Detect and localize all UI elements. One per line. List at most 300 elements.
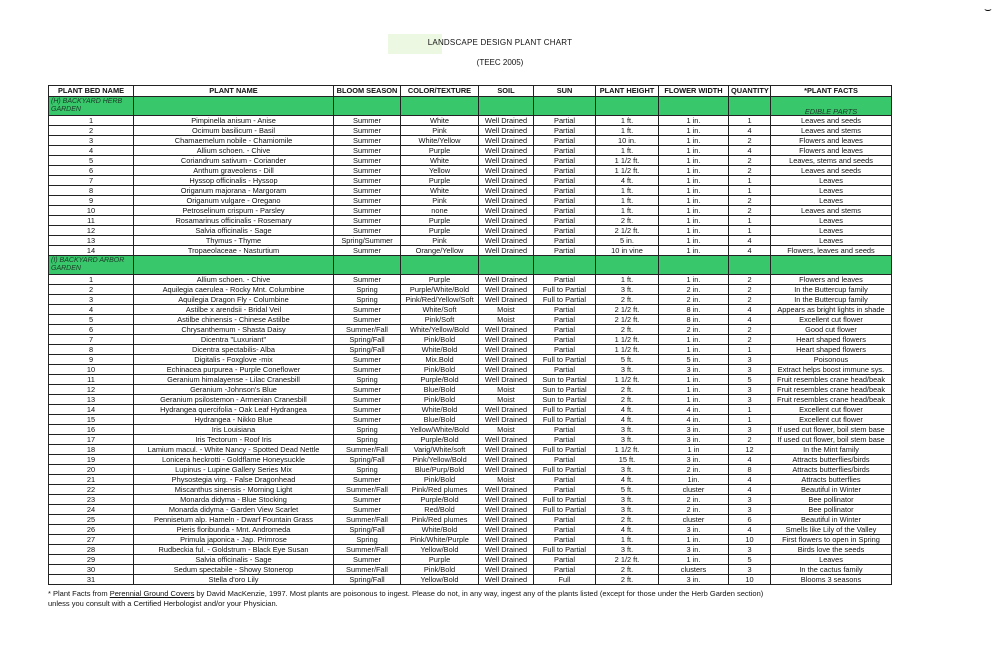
section-blank-cell <box>479 97 534 116</box>
section-blank-cell <box>534 256 596 275</box>
table-cell: If used cut flower, boil stem base <box>771 435 892 445</box>
table-cell: Mix.Bold <box>401 355 479 365</box>
table-cell: Flowers and leaves <box>771 136 892 146</box>
table-cell: Hyssop officinalis - Hyssop <box>134 176 334 186</box>
table-cell: Well Drained <box>479 495 534 505</box>
table-cell: Well Drained <box>479 455 534 465</box>
plant-chart-table <box>48 85 892 585</box>
table-cell: Summer/Fall <box>334 445 401 455</box>
table-cell: 3 <box>729 425 771 435</box>
table-cell: In the Mint family <box>771 445 892 455</box>
table-cell: 2 ft. <box>596 575 659 585</box>
table-cell: 10 <box>49 206 134 216</box>
table-cell: Extract helps boost immune sys. <box>771 365 892 375</box>
table-cell: 11 <box>49 216 134 226</box>
table-cell: 4 ft. <box>596 405 659 415</box>
section-blank-cell <box>659 256 729 275</box>
table-cell: 31 <box>49 575 134 585</box>
table-cell: Yellow/White/Bold <box>401 425 479 435</box>
table-cell: 2 1/2 ft. <box>596 305 659 315</box>
table-cell: 2 <box>729 156 771 166</box>
table-row <box>49 475 892 485</box>
table-cell: Summer <box>334 395 401 405</box>
table-cell: 4 <box>729 246 771 256</box>
table-row <box>49 485 892 495</box>
table-cell: 16 <box>49 425 134 435</box>
table-cell: Well Drained <box>479 365 534 375</box>
table-row <box>49 166 892 176</box>
table-cell: 1 <box>729 226 771 236</box>
table-cell: 8 in. <box>659 305 729 315</box>
table-cell: Partial <box>534 455 596 465</box>
table-cell: Spring <box>334 295 401 305</box>
table-cell: 1 in. <box>659 236 729 246</box>
table-cell: Pink/Red/Yellow/Soft <box>401 295 479 305</box>
table-cell: 1 in. <box>659 176 729 186</box>
table-cell: 7 <box>49 335 134 345</box>
table-cell: 15 <box>49 415 134 425</box>
table-cell: Well Drained <box>479 196 534 206</box>
table-cell: White/Yellow/Bold <box>401 325 479 335</box>
column-header: SUN <box>534 86 596 97</box>
table-cell: 3 ft. <box>596 365 659 375</box>
table-cell: 2 in. <box>659 295 729 305</box>
table-cell: Well Drained <box>479 216 534 226</box>
table-cell: 1 in. <box>659 246 729 256</box>
table-cell: 1 ft. <box>596 126 659 136</box>
table-cell: Full to Partial <box>534 285 596 295</box>
table-cell: 1 in. <box>659 166 729 176</box>
table-cell: 1 in. <box>659 206 729 216</box>
table-cell: Blue/Purp/Bold <box>401 465 479 475</box>
table-cell: 4 <box>729 315 771 325</box>
table-cell: cluster <box>659 485 729 495</box>
column-header: SOIL <box>479 86 534 97</box>
table-cell: Pennisetum alp. Hameln - Dwarf Fountain Grass <box>134 515 334 525</box>
table-cell: Well Drained <box>479 525 534 535</box>
table-cell: 19 <box>49 455 134 465</box>
table-cell: 15 ft. <box>596 455 659 465</box>
table-cell: 3 <box>729 495 771 505</box>
column-header: PLANT HEIGHT <box>596 86 659 97</box>
table-cell: 4 ft. <box>596 525 659 535</box>
section-facts-header: EDIBLE PARTS <box>771 97 892 116</box>
table-cell: none <box>401 206 479 216</box>
table-cell: Pink/Red plumes <box>401 485 479 495</box>
table-cell: White <box>401 186 479 196</box>
table-cell: 1 ft. <box>596 146 659 156</box>
section-blank-cell <box>401 256 479 275</box>
table-cell: Well Drained <box>479 555 534 565</box>
table-cell: White/Bold <box>401 525 479 535</box>
table-cell: 1 1/2 ft. <box>596 375 659 385</box>
table-cell: Partial <box>534 335 596 345</box>
table-cell: 5 <box>49 315 134 325</box>
table-cell: 6 <box>49 325 134 335</box>
table-row <box>49 515 892 525</box>
table-cell: Geranium himalayense - Lilac Cranesbill <box>134 375 334 385</box>
table-cell: 2 <box>729 166 771 176</box>
table-row <box>49 196 892 206</box>
table-cell: Partial <box>534 485 596 495</box>
table-row <box>49 136 892 146</box>
table-cell: Full to Partial <box>534 405 596 415</box>
table-cell: Well Drained <box>479 465 534 475</box>
table-cell: Moist <box>479 305 534 315</box>
table-cell: Summer <box>334 275 401 285</box>
table-cell: 3 in. <box>659 455 729 465</box>
table-cell: Aquilegia Dragon Fly - Columbine <box>134 295 334 305</box>
section-blank-cell <box>596 256 659 275</box>
footnote-book-title: Perennial Ground Covers <box>109 589 195 598</box>
table-cell: Pink/Soft <box>401 315 479 325</box>
table-cell: Pink <box>401 236 479 246</box>
table-cell: Well Drained <box>479 405 534 415</box>
table-row <box>49 495 892 505</box>
table-cell: Pink/Bold <box>401 475 479 485</box>
table-cell: Hydrangea - Nikko Blue <box>134 415 334 425</box>
table-cell: Leaves <box>771 226 892 236</box>
table-cell: 1 in. <box>659 146 729 156</box>
table-cell: Sun to Partial <box>534 375 596 385</box>
table-cell: 2 <box>49 285 134 295</box>
table-cell: 8 <box>49 186 134 196</box>
table-cell: Partial <box>534 186 596 196</box>
table-cell: Attracts butterflies <box>771 475 892 485</box>
table-cell: 6 <box>729 515 771 525</box>
table-cell: Moist <box>479 395 534 405</box>
table-cell: Salvia officinalis - Sage <box>134 555 334 565</box>
table-cell: Summer/Fall <box>334 545 401 555</box>
table-cell: Pieris floribunda - Mnt. Andromeda <box>134 525 334 535</box>
table-cell: 3 <box>49 295 134 305</box>
table-cell: 3 in. <box>659 575 729 585</box>
table-cell: Partial <box>534 275 596 285</box>
table-cell: Yellow/Bold <box>401 575 479 585</box>
table-cell: 2 ft. <box>596 325 659 335</box>
table-cell: Purple <box>401 216 479 226</box>
section-blank-cell <box>659 97 729 116</box>
table-row <box>49 275 892 285</box>
table-cell: 1 1/2 ft. <box>596 166 659 176</box>
table-row <box>49 415 892 425</box>
table-cell: Summer <box>334 136 401 146</box>
table-cell: 24 <box>49 505 134 515</box>
table-cell: Leaves and seeds <box>771 116 892 126</box>
table-cell: Partial <box>534 216 596 226</box>
table-cell: 2 <box>729 435 771 445</box>
column-header: BLOOM SEASON <box>334 86 401 97</box>
table-cell: 1 in. <box>659 275 729 285</box>
table-cell: Partial <box>534 535 596 545</box>
section-blank-cell <box>479 256 534 275</box>
section-blank-cell <box>134 97 334 116</box>
table-cell: Spring <box>334 285 401 295</box>
table-cell: 3 in. <box>659 435 729 445</box>
table-cell: 22 <box>49 485 134 495</box>
table-row <box>49 146 892 156</box>
table-row <box>49 285 892 295</box>
table-cell: Chamaemelum nobile - Chamiomile <box>134 136 334 146</box>
table-cell: 1 ft. <box>596 535 659 545</box>
table-cell: 3 <box>729 505 771 515</box>
table-cell: Astilbe chinensis - Chinese Astilbe <box>134 315 334 325</box>
table-cell: Summer <box>334 126 401 136</box>
table-cell: Well Drained <box>479 375 534 385</box>
table-cell: cluster <box>659 515 729 525</box>
table-cell: Monarda didyma - Blue Stocking <box>134 495 334 505</box>
table-cell: 11 <box>49 375 134 385</box>
table-cell: Dicentra spectabilis- Alba <box>134 345 334 355</box>
table-cell: 8 in. <box>659 315 729 325</box>
table-cell: Pink/Bold <box>401 335 479 345</box>
table-cell: Partial <box>534 236 596 246</box>
table-cell: 12 <box>49 385 134 395</box>
table-row <box>49 505 892 515</box>
table-cell: Sun to Partial <box>534 395 596 405</box>
table-cell: Fruit resembles crane head/beak <box>771 385 892 395</box>
table-cell: Summer <box>334 305 401 315</box>
table-cell: Digitalis - Foxglove -mix <box>134 355 334 365</box>
table-cell: 1 1/2 ft. <box>596 156 659 166</box>
table-row <box>49 305 892 315</box>
table-cell: Full to Partial <box>534 495 596 505</box>
section-blank-cell <box>134 256 334 275</box>
table-cell: Summer <box>334 385 401 395</box>
column-header: COLOR/TEXTURE <box>401 86 479 97</box>
table-cell: Fruit resembles crane head/beak <box>771 375 892 385</box>
table-cell: Partial <box>534 146 596 156</box>
table-cell: 1 in. <box>659 385 729 395</box>
table-cell: Full to Partial <box>534 415 596 425</box>
table-cell: In the Buttercup family <box>771 295 892 305</box>
section-header-row <box>49 97 892 116</box>
table-cell: 10 <box>49 365 134 375</box>
table-cell: Well Drained <box>479 166 534 176</box>
table-cell: Purple <box>401 226 479 236</box>
table-cell: 1 in. <box>659 126 729 136</box>
document-subtitle: (TEEC 2005) <box>476 58 524 67</box>
table-cell: 2 in. <box>659 495 729 505</box>
table-cell: Well Drained <box>479 126 534 136</box>
table-cell: 4 ft. <box>596 176 659 186</box>
table-cell: 27 <box>49 535 134 545</box>
table-cell: 5 <box>729 555 771 565</box>
table-cell: Rudbeckia ful. - Goldstrum - Black Eye Susan <box>134 545 334 555</box>
column-header: *PLANT FACTS <box>771 86 892 97</box>
table-row <box>49 445 892 455</box>
table-row <box>49 425 892 435</box>
table-cell: Beautiful in Winter <box>771 515 892 525</box>
table-row <box>49 315 892 325</box>
table-row <box>49 345 892 355</box>
table-cell: Pink/Bold <box>401 565 479 575</box>
table-cell: Purple/Bold <box>401 495 479 505</box>
table-cell: Summer <box>334 116 401 126</box>
table-cell: Partial <box>534 156 596 166</box>
table-cell: Miscanthus sinensis - Morning Light <box>134 485 334 495</box>
table-cell: Red/Bold <box>401 505 479 515</box>
table-cell: 1 in. <box>659 395 729 405</box>
table-cell: 2 <box>729 136 771 146</box>
table-cell: Leaves <box>771 196 892 206</box>
table-cell: 3 <box>729 565 771 575</box>
table-cell: 3 ft. <box>596 425 659 435</box>
table-cell: Primula japonica - Jap. Primrose <box>134 535 334 545</box>
table-cell: 2 <box>729 196 771 206</box>
table-cell: 4 <box>729 475 771 485</box>
table-cell: 3 <box>49 136 134 146</box>
table-cell: 6 <box>49 166 134 176</box>
table-cell: Partial <box>534 126 596 136</box>
table-cell: Partial <box>534 515 596 525</box>
table-cell: 3 <box>729 365 771 375</box>
table-cell: 4 in. <box>659 405 729 415</box>
table-cell: Well Drained <box>479 295 534 305</box>
table-cell: Lonicera heckrotti - Goldflame Honeysuckle <box>134 455 334 465</box>
table-cell: Well Drained <box>479 156 534 166</box>
table-cell: 5 in. <box>596 236 659 246</box>
table-cell: Orange/Yellow <box>401 246 479 256</box>
table-cell: Pink/White/Purple <box>401 535 479 545</box>
table-cell: Bee pollinator <box>771 495 892 505</box>
table-cell: Stella d'oro Lily <box>134 575 334 585</box>
table-cell: 3 ft. <box>596 465 659 475</box>
table-cell: 3 ft. <box>596 495 659 505</box>
table-cell: Purple/Bold <box>401 435 479 445</box>
table-cell: Leaves <box>771 216 892 226</box>
table-cell: Leaves <box>771 176 892 186</box>
table-cell: 2 <box>729 335 771 345</box>
table-cell: 9 <box>49 196 134 206</box>
table-cell: Spring <box>334 465 401 475</box>
table-cell: Well Drained <box>479 176 534 186</box>
table-cell: Summer <box>334 355 401 365</box>
footnote-line-2: unless you consult with a Certified Herbologist and/or your Physician. <box>48 599 278 608</box>
table-cell: Partial <box>534 176 596 186</box>
footnote-text: by David MacKenzie, 1997. Most plants are poisonous to ingest. Please do not, in any way, ingest any of the plants listed (except for those under the Herb Garden section) <box>194 589 764 598</box>
table-cell: 4 <box>729 146 771 156</box>
table-cell: 5 <box>729 375 771 385</box>
table-cell: Summer/Fall <box>334 515 401 525</box>
table-cell: 4 <box>729 305 771 315</box>
table-row <box>49 535 892 545</box>
table-cell: Well Drained <box>479 116 534 126</box>
table-cell: Well Drained <box>479 515 534 525</box>
table-cell: Partial <box>534 325 596 335</box>
table-cell: 4 <box>729 126 771 136</box>
table-cell: In the Buttercup family <box>771 285 892 295</box>
section-blank-cell <box>334 256 401 275</box>
table-cell: Well Drained <box>479 275 534 285</box>
table-cell: Ocimum basilicum - Basil <box>134 126 334 136</box>
table-cell: 21 <box>49 475 134 485</box>
table-cell: Moist <box>479 475 534 485</box>
column-header: QUANTITY <box>729 86 771 97</box>
table-cell: Well Drained <box>479 545 534 555</box>
table-row <box>49 525 892 535</box>
table-cell: 1 in <box>659 445 729 455</box>
table-row <box>49 455 892 465</box>
table-row <box>49 435 892 445</box>
table-cell: Salvia officinalis - Sage <box>134 226 334 236</box>
table-cell: Blooms 3 seasons <box>771 575 892 585</box>
table-cell: 12 <box>49 226 134 236</box>
table-row <box>49 116 892 126</box>
table-cell: 2 <box>729 206 771 216</box>
table-cell: 26 <box>49 525 134 535</box>
table-cell: Smells like Lily of the Valley <box>771 525 892 535</box>
table-cell: Lamium macul. - White Nancy - Spotted Dead Nettle <box>134 445 334 455</box>
table-cell: Fruit resembles crane head/beak <box>771 395 892 405</box>
table-cell: If used cut flower, boil stem base <box>771 425 892 435</box>
table-cell: 2 <box>729 295 771 305</box>
table-row <box>49 226 892 236</box>
table-row <box>49 186 892 196</box>
table-cell: Summer/Fall <box>334 485 401 495</box>
table-cell: Partial <box>534 166 596 176</box>
table-cell: Partial <box>534 206 596 216</box>
table-cell: 1 1/2 ft. <box>596 335 659 345</box>
table-cell: Well Drained <box>479 445 534 455</box>
table-cell: Summer/Fall <box>334 565 401 575</box>
table-cell: Well Drained <box>479 535 534 545</box>
table-cell: 1 in. <box>659 375 729 385</box>
table-cell: 2 <box>729 285 771 295</box>
table-cell: 4 <box>729 525 771 535</box>
table-cell: 1 <box>729 186 771 196</box>
table-cell: Partial <box>534 555 596 565</box>
table-cell: Partial <box>534 136 596 146</box>
table-row <box>49 156 892 166</box>
table-cell: Partial <box>534 435 596 445</box>
table-cell: Excellent cut flower <box>771 315 892 325</box>
table-cell: Purple <box>401 555 479 565</box>
table-cell: Anthum graveolens - Dill <box>134 166 334 176</box>
table-cell: 8 <box>729 465 771 475</box>
table-cell: In the cactus family <box>771 565 892 575</box>
table-cell: Leaves <box>771 555 892 565</box>
table-cell: 3 ft. <box>596 505 659 515</box>
table-cell: 1 ft. <box>596 275 659 285</box>
table-cell: Birds love the seeds <box>771 545 892 555</box>
column-header: PLANT BED NAME <box>49 86 134 97</box>
table-cell: Flowers and leaves <box>771 275 892 285</box>
table-cell: Full to Partial <box>534 295 596 305</box>
table-cell: Spring/Fall <box>334 345 401 355</box>
table-cell: Purple/White/Bold <box>401 285 479 295</box>
table-cell: 1 in. <box>659 156 729 166</box>
table-cell: 2 <box>729 275 771 285</box>
table-cell: 3 <box>729 355 771 365</box>
table-cell: Well Drained <box>479 575 534 585</box>
table-cell: Purple/Bold <box>401 375 479 385</box>
table-cell: Excellent cut flower <box>771 415 892 425</box>
table-cell: Spring/Fall <box>334 335 401 345</box>
table-cell: 1 ft. <box>596 206 659 216</box>
table-row <box>49 395 892 405</box>
table-cell: 1 ft. <box>596 116 659 126</box>
table-cell: Leaves <box>771 186 892 196</box>
table-cell: Partial <box>534 305 596 315</box>
section-facts-header <box>771 256 892 275</box>
table-cell: Summer <box>334 196 401 206</box>
page-corner-mark: ⌣ <box>984 2 992 16</box>
table-cell: 2 1/2 ft. <box>596 555 659 565</box>
section-blank-cell <box>596 97 659 116</box>
table-cell: Well Drained <box>479 246 534 256</box>
table-cell: Well Drained <box>479 335 534 345</box>
